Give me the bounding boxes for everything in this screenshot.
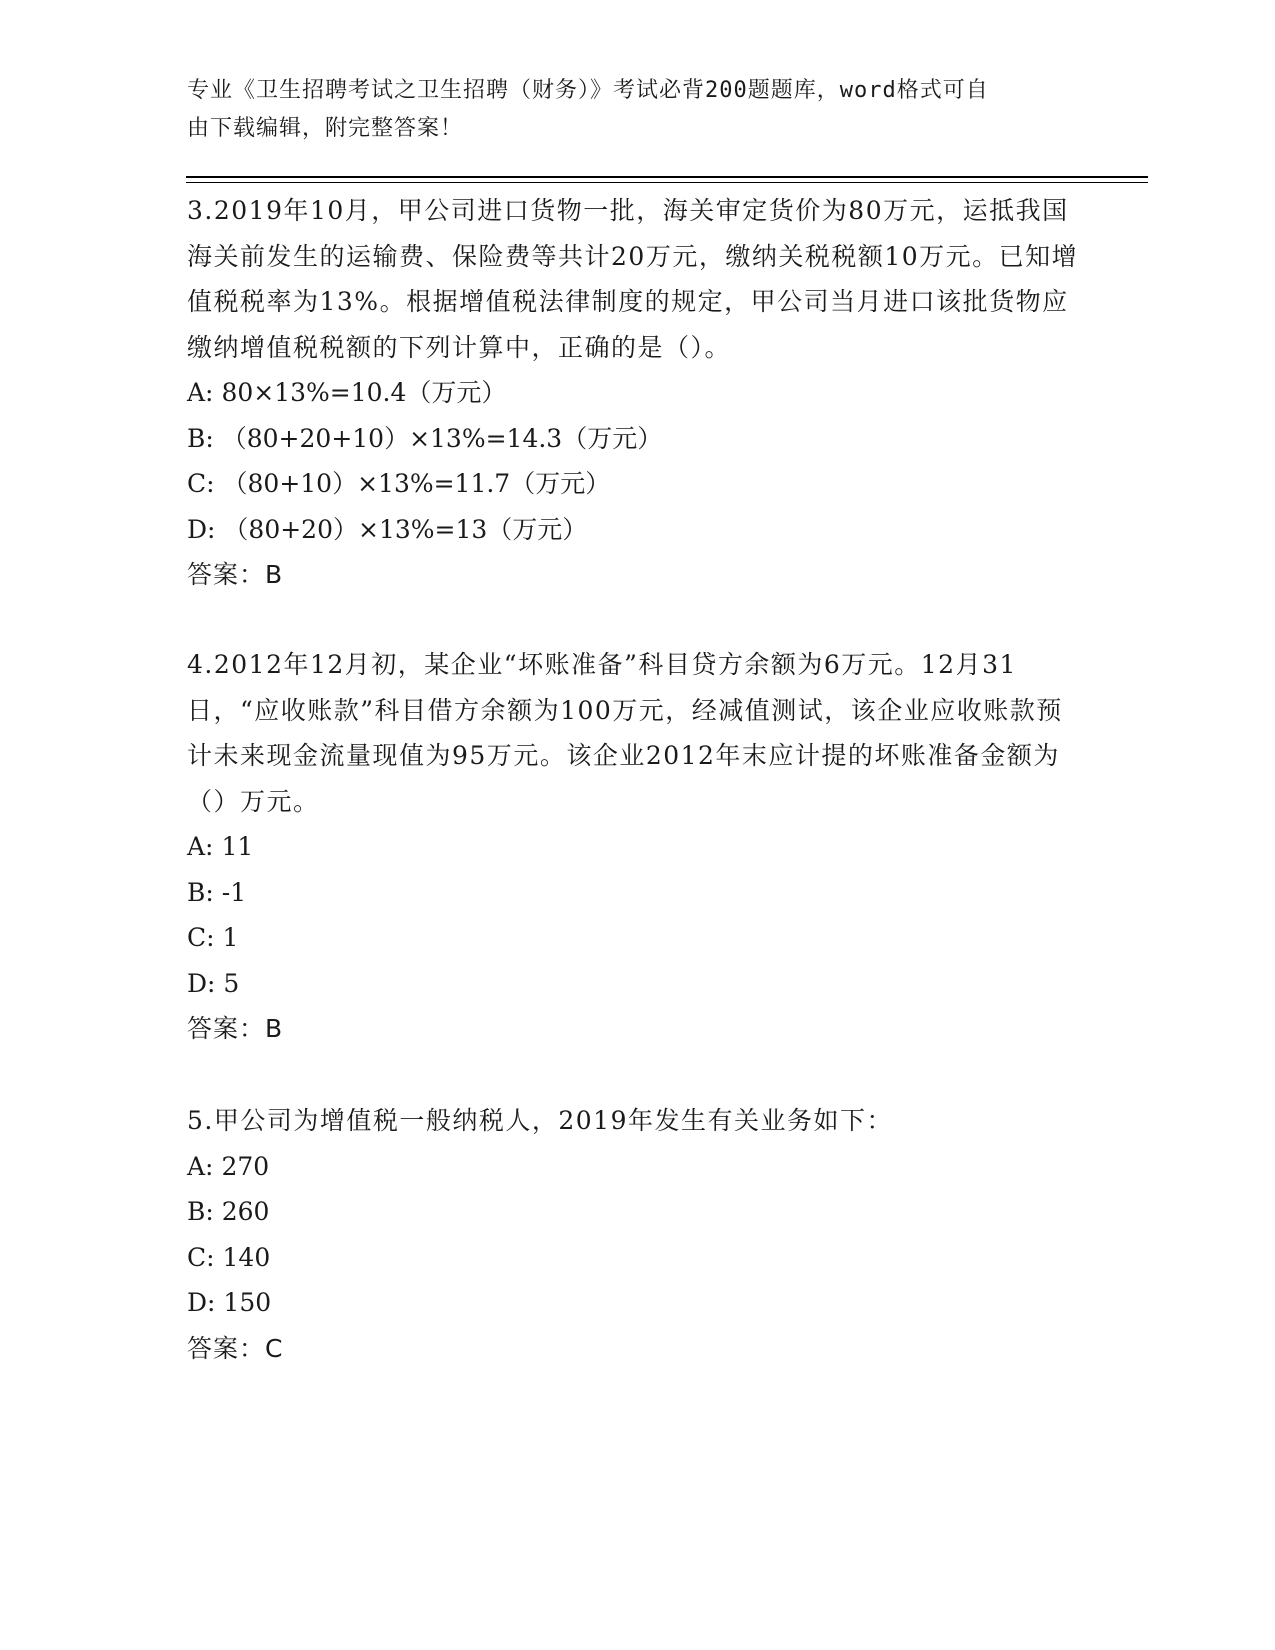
- option-key: B:: [187, 877, 214, 907]
- option-text: 1: [222, 923, 239, 952]
- option-c: [187, 1235, 1087, 1281]
- option-key: D:: [187, 514, 216, 544]
- option-d: [187, 507, 1087, 553]
- header-divider-thick: [186, 176, 1148, 178]
- option-a: [187, 370, 1087, 416]
- option-text: 80×13%=10.4（万元）: [221, 378, 507, 407]
- option-text: （80+20+10）×13%=14.3（万元）: [221, 423, 663, 453]
- options-list: [187, 370, 1087, 552]
- answer-line: 答案：B: [187, 560, 284, 589]
- option-d: [187, 961, 1087, 1007]
- question-block-5: [187, 1098, 1087, 1371]
- option-b: [187, 1189, 1087, 1235]
- question-block-4: [187, 642, 1087, 1052]
- option-text: 5: [223, 968, 240, 998]
- option-text: 270: [221, 1151, 270, 1181]
- option-key: A:: [187, 378, 214, 407]
- header-divider-thin: [186, 182, 1148, 183]
- option-key: C:: [187, 1242, 215, 1272]
- answer-line: 答案：C: [187, 1333, 284, 1363]
- option-text: -1: [221, 877, 247, 907]
- option-text: 11: [221, 832, 254, 861]
- option-key: B:: [187, 1197, 214, 1226]
- options-list: [187, 1144, 1087, 1326]
- option-text: 140: [222, 1242, 271, 1272]
- option-a: [187, 824, 1087, 870]
- question-stem: 5.甲公司为增值税一般纳税人，2019年发生有关业务如下：: [187, 1106, 893, 1135]
- question-block-3: [187, 188, 1087, 598]
- option-key: C:: [187, 469, 215, 498]
- option-b: [187, 870, 1087, 916]
- header-line-1: 专业《卫生招聘考试之卫生招聘（财务）》考试必背200题题库，word格式可自: [187, 78, 989, 103]
- option-c: [187, 461, 1087, 507]
- option-key: C:: [187, 923, 215, 952]
- option-key: A:: [187, 1151, 214, 1181]
- option-d: [187, 1280, 1087, 1326]
- option-key: A:: [187, 832, 214, 861]
- option-text: 150: [223, 1288, 272, 1317]
- options-list: [187, 824, 1087, 1006]
- answer-line: 答案：B: [187, 1014, 284, 1043]
- option-key: D:: [187, 968, 216, 998]
- option-b: [187, 416, 1087, 462]
- document-header: [187, 72, 1067, 148]
- header-line-2: 由下载编辑，附完整答案！: [187, 116, 464, 141]
- option-key: D:: [187, 1288, 216, 1317]
- option-c: [187, 915, 1087, 961]
- question-stem: 4.2012年12月初，某企业“坏账准备”科目贷方余额为6万元。12月31日，“应收账款”科目借方余额为100万元，经减值测试，该企业应收账款预计未来现金流量现值为95万元。该企业2012年末应计提的坏账准备金额为（）万元。: [187, 650, 1063, 816]
- option-a: [187, 1144, 1087, 1190]
- option-key: B:: [187, 423, 214, 453]
- question-stem: 3.2019年10月，甲公司进口货物一批，海关审定货价为80万元，运抵我国海关前发生的运输费、保险费等共计20万元，缴纳关税税额10万元。已知增值税税率为13%。根据增值税法律制度的规定，甲公司当月进口该批货物应缴纳增值税税额的下列计算中，正确的是（）。: [187, 196, 1079, 362]
- option-text: （80+10）×13%=11.7（万元）: [222, 469, 611, 498]
- option-text: （80+20）×13%=13（万元）: [223, 514, 588, 544]
- option-text: 260: [221, 1197, 270, 1226]
